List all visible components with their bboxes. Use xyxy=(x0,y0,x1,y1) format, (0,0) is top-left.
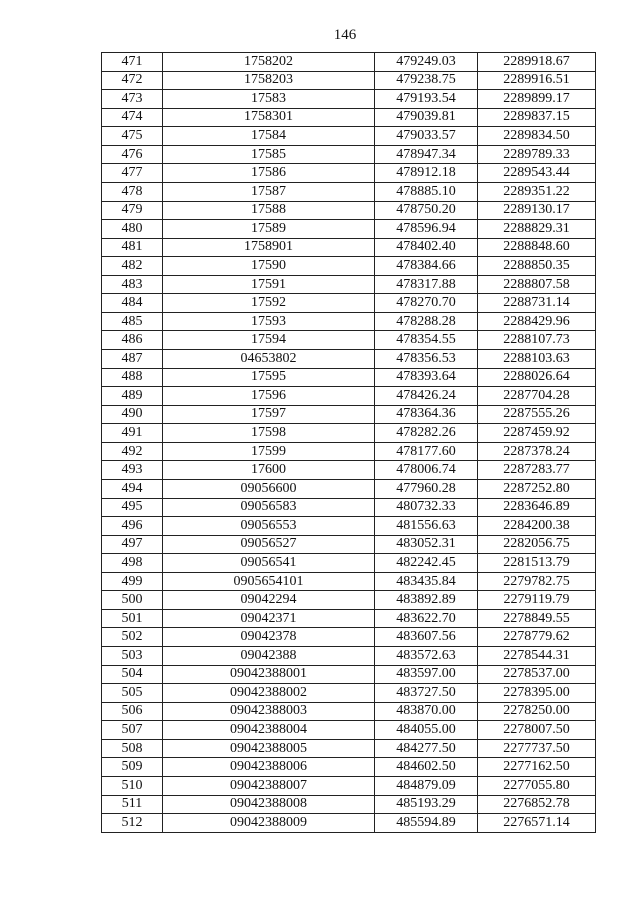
row-number-cell: 506 xyxy=(102,702,163,721)
coordinate-y-cell: 2288107.73 xyxy=(478,331,596,350)
page-number: 146 xyxy=(333,27,357,43)
coordinate-x-cell: 478947.34 xyxy=(375,145,478,164)
coordinate-y-cell: 2287378.24 xyxy=(478,442,596,461)
coordinate-y-cell: 2288829.31 xyxy=(478,220,596,239)
coordinate-y-cell: 2276852.78 xyxy=(478,795,596,814)
table-row xyxy=(102,498,596,517)
coordinate-x-cell: 483727.50 xyxy=(375,684,478,703)
table-body xyxy=(102,53,596,833)
coordinate-x-cell: 478384.66 xyxy=(375,257,478,276)
code-cell: 17596 xyxy=(163,387,375,406)
row-number-cell: 477 xyxy=(102,164,163,183)
coordinate-y-cell: 2279782.75 xyxy=(478,572,596,591)
code-cell: 17589 xyxy=(163,220,375,239)
coordinate-y-cell: 2278544.31 xyxy=(478,647,596,666)
code-cell: 09056600 xyxy=(163,479,375,498)
coordinate-x-cell: 483622.70 xyxy=(375,609,478,628)
coordinate-y-cell: 2288848.60 xyxy=(478,238,596,257)
row-number-cell: 484 xyxy=(102,294,163,313)
code-cell: 17594 xyxy=(163,331,375,350)
table-row xyxy=(102,275,596,294)
coordinate-x-cell: 481556.63 xyxy=(375,517,478,536)
table-row xyxy=(102,554,596,573)
table-row xyxy=(102,182,596,201)
code-cell: 17598 xyxy=(163,424,375,443)
coordinate-y-cell: 2287704.28 xyxy=(478,387,596,406)
coordinate-x-cell: 479238.75 xyxy=(375,71,478,90)
coordinate-y-cell: 2278395.00 xyxy=(478,684,596,703)
row-number-cell: 473 xyxy=(102,90,163,109)
table-row xyxy=(102,758,596,777)
row-number-cell: 492 xyxy=(102,442,163,461)
code-cell: 09042388006 xyxy=(163,758,375,777)
coordinate-y-cell: 2284200.38 xyxy=(478,517,596,536)
code-cell: 17590 xyxy=(163,257,375,276)
coordinate-x-cell: 478364.36 xyxy=(375,405,478,424)
table-row xyxy=(102,220,596,239)
code-cell: 09056527 xyxy=(163,535,375,554)
coordinate-x-cell: 483892.89 xyxy=(375,591,478,610)
coordinate-x-cell: 483607.56 xyxy=(375,628,478,647)
coordinate-x-cell: 479193.54 xyxy=(375,90,478,109)
table-row xyxy=(102,350,596,369)
row-number-cell: 472 xyxy=(102,71,163,90)
row-number-cell: 476 xyxy=(102,145,163,164)
row-number-cell: 478 xyxy=(102,182,163,201)
table-row xyxy=(102,331,596,350)
coordinate-x-cell: 484277.50 xyxy=(375,739,478,758)
coordinate-x-cell: 484879.09 xyxy=(375,776,478,795)
table-row xyxy=(102,739,596,758)
code-cell: 09042388001 xyxy=(163,665,375,684)
row-number-cell: 498 xyxy=(102,554,163,573)
row-number-cell: 490 xyxy=(102,405,163,424)
code-cell: 17599 xyxy=(163,442,375,461)
coordinate-y-cell: 2287459.92 xyxy=(478,424,596,443)
row-number-cell: 487 xyxy=(102,350,163,369)
table-row xyxy=(102,721,596,740)
table-row xyxy=(102,53,596,72)
row-number-cell: 488 xyxy=(102,368,163,387)
coordinate-x-cell: 483597.00 xyxy=(375,665,478,684)
code-cell: 17595 xyxy=(163,368,375,387)
coordinate-y-cell: 2289543.44 xyxy=(478,164,596,183)
coordinate-x-cell: 478288.28 xyxy=(375,312,478,331)
code-cell: 09042378 xyxy=(163,628,375,647)
coordinate-y-cell: 2289837.15 xyxy=(478,108,596,127)
row-number-cell: 507 xyxy=(102,721,163,740)
row-number-cell: 508 xyxy=(102,739,163,758)
table-row xyxy=(102,387,596,406)
code-cell: 17597 xyxy=(163,405,375,424)
code-cell: 17588 xyxy=(163,201,375,220)
table-row xyxy=(102,647,596,666)
code-cell: 09042388007 xyxy=(163,776,375,795)
row-number-cell: 499 xyxy=(102,572,163,591)
table-row xyxy=(102,702,596,721)
coordinate-x-cell: 478596.94 xyxy=(375,220,478,239)
table-row xyxy=(102,814,596,833)
coordinate-x-cell: 478354.55 xyxy=(375,331,478,350)
coordinate-y-cell: 2289916.51 xyxy=(478,71,596,90)
code-cell: 17593 xyxy=(163,312,375,331)
coordinate-y-cell: 2282056.75 xyxy=(478,535,596,554)
table-row xyxy=(102,535,596,554)
table-row xyxy=(102,90,596,109)
coordinate-y-cell: 2283646.89 xyxy=(478,498,596,517)
coordinate-y-cell: 2287252.80 xyxy=(478,479,596,498)
coordinate-y-cell: 2289351.22 xyxy=(478,182,596,201)
table-row xyxy=(102,628,596,647)
coordinate-x-cell: 479249.03 xyxy=(375,53,478,72)
code-cell: 04653802 xyxy=(163,350,375,369)
coordinate-y-cell: 2287555.26 xyxy=(478,405,596,424)
row-number-cell: 481 xyxy=(102,238,163,257)
row-number-cell: 495 xyxy=(102,498,163,517)
coordinate-x-cell: 483435.84 xyxy=(375,572,478,591)
row-number-cell: 482 xyxy=(102,257,163,276)
code-cell: 09056541 xyxy=(163,554,375,573)
row-number-cell: 494 xyxy=(102,479,163,498)
coordinate-y-cell: 2288731.14 xyxy=(478,294,596,313)
table-row xyxy=(102,164,596,183)
coordinate-x-cell: 478402.40 xyxy=(375,238,478,257)
row-number-cell: 510 xyxy=(102,776,163,795)
data-table xyxy=(101,52,596,833)
code-cell: 09042388008 xyxy=(163,795,375,814)
row-number-cell: 493 xyxy=(102,461,163,480)
coordinate-y-cell: 2289130.17 xyxy=(478,201,596,220)
coordinate-y-cell: 2288429.96 xyxy=(478,312,596,331)
coordinate-x-cell: 478317.88 xyxy=(375,275,478,294)
table-row xyxy=(102,461,596,480)
coordinate-x-cell: 478912.18 xyxy=(375,164,478,183)
coordinate-x-cell: 478282.26 xyxy=(375,424,478,443)
code-cell: 17586 xyxy=(163,164,375,183)
row-number-cell: 486 xyxy=(102,331,163,350)
table-row xyxy=(102,127,596,146)
coordinate-x-cell: 483870.00 xyxy=(375,702,478,721)
coordinate-x-cell: 485193.29 xyxy=(375,795,478,814)
code-cell: 09042388009 xyxy=(163,814,375,833)
code-cell: 09042388002 xyxy=(163,684,375,703)
coordinate-y-cell: 2276571.14 xyxy=(478,814,596,833)
row-number-cell: 480 xyxy=(102,220,163,239)
coordinate-y-cell: 2289899.17 xyxy=(478,90,596,109)
coordinate-y-cell: 2278250.00 xyxy=(478,702,596,721)
code-cell: 09042388005 xyxy=(163,739,375,758)
code-cell: 1758901 xyxy=(163,238,375,257)
coordinate-y-cell: 2287283.77 xyxy=(478,461,596,480)
code-cell: 09042371 xyxy=(163,609,375,628)
coordinate-x-cell: 478885.10 xyxy=(375,182,478,201)
code-cell: 0905654101 xyxy=(163,572,375,591)
table-row xyxy=(102,257,596,276)
coordinate-x-cell: 483572.63 xyxy=(375,647,478,666)
coordinate-y-cell: 2288850.35 xyxy=(478,257,596,276)
table-row xyxy=(102,312,596,331)
coordinate-x-cell: 478177.60 xyxy=(375,442,478,461)
row-number-cell: 497 xyxy=(102,535,163,554)
table-row xyxy=(102,424,596,443)
row-number-cell: 479 xyxy=(102,201,163,220)
coordinate-x-cell: 480732.33 xyxy=(375,498,478,517)
coordinate-y-cell: 2278779.62 xyxy=(478,628,596,647)
coordinate-y-cell: 2278007.50 xyxy=(478,721,596,740)
table-row xyxy=(102,145,596,164)
coordinate-x-cell: 478393.64 xyxy=(375,368,478,387)
coordinate-x-cell: 478356.53 xyxy=(375,350,478,369)
code-cell: 1758203 xyxy=(163,71,375,90)
coordinate-x-cell: 479033.57 xyxy=(375,127,478,146)
coordinate-x-cell: 478270.70 xyxy=(375,294,478,313)
coordinate-y-cell: 2278537.00 xyxy=(478,665,596,684)
code-cell: 09042388004 xyxy=(163,721,375,740)
coordinate-y-cell: 2288026.64 xyxy=(478,368,596,387)
row-number-cell: 509 xyxy=(102,758,163,777)
row-number-cell: 489 xyxy=(102,387,163,406)
code-cell: 09042294 xyxy=(163,591,375,610)
table-row xyxy=(102,238,596,257)
row-number-cell: 511 xyxy=(102,795,163,814)
code-cell: 17591 xyxy=(163,275,375,294)
coordinate-x-cell: 477960.28 xyxy=(375,479,478,498)
row-number-cell: 483 xyxy=(102,275,163,294)
coordinate-y-cell: 2277162.50 xyxy=(478,758,596,777)
code-cell: 17584 xyxy=(163,127,375,146)
code-cell: 17583 xyxy=(163,90,375,109)
row-number-cell: 474 xyxy=(102,108,163,127)
coordinate-x-cell: 484055.00 xyxy=(375,721,478,740)
table-row xyxy=(102,776,596,795)
code-cell: 1758202 xyxy=(163,53,375,72)
code-cell: 17600 xyxy=(163,461,375,480)
table-row xyxy=(102,108,596,127)
code-cell: 09042388003 xyxy=(163,702,375,721)
coordinate-y-cell: 2288103.63 xyxy=(478,350,596,369)
code-cell: 09056553 xyxy=(163,517,375,536)
coordinate-x-cell: 478750.20 xyxy=(375,201,478,220)
table-row xyxy=(102,591,596,610)
coordinate-x-cell: 478426.24 xyxy=(375,387,478,406)
code-cell: 1758301 xyxy=(163,108,375,127)
row-number-cell: 485 xyxy=(102,312,163,331)
coordinate-x-cell: 484602.50 xyxy=(375,758,478,777)
row-number-cell: 500 xyxy=(102,591,163,610)
coordinate-y-cell: 2279119.79 xyxy=(478,591,596,610)
row-number-cell: 502 xyxy=(102,628,163,647)
table-row xyxy=(102,71,596,90)
table-row xyxy=(102,684,596,703)
coordinate-y-cell: 2288807.58 xyxy=(478,275,596,294)
table-row xyxy=(102,368,596,387)
row-number-cell: 512 xyxy=(102,814,163,833)
coordinate-y-cell: 2278849.55 xyxy=(478,609,596,628)
coordinate-x-cell: 482242.45 xyxy=(375,554,478,573)
code-cell: 17587 xyxy=(163,182,375,201)
table-row xyxy=(102,572,596,591)
table-row xyxy=(102,609,596,628)
table-row xyxy=(102,294,596,313)
row-number-cell: 505 xyxy=(102,684,163,703)
code-cell: 09042388 xyxy=(163,647,375,666)
row-number-cell: 496 xyxy=(102,517,163,536)
data-table-container xyxy=(101,52,595,833)
table-row xyxy=(102,517,596,536)
coordinate-y-cell: 2281513.79 xyxy=(478,554,596,573)
coordinate-y-cell: 2277737.50 xyxy=(478,739,596,758)
code-cell: 17585 xyxy=(163,145,375,164)
table-row xyxy=(102,479,596,498)
table-row xyxy=(102,405,596,424)
coordinate-x-cell: 478006.74 xyxy=(375,461,478,480)
table-row xyxy=(102,442,596,461)
row-number-cell: 491 xyxy=(102,424,163,443)
coordinate-y-cell: 2289918.67 xyxy=(478,53,596,72)
code-cell: 17592 xyxy=(163,294,375,313)
row-number-cell: 501 xyxy=(102,609,163,628)
table-row xyxy=(102,201,596,220)
table-row xyxy=(102,665,596,684)
coordinate-x-cell: 479039.81 xyxy=(375,108,478,127)
coordinate-x-cell: 483052.31 xyxy=(375,535,478,554)
coordinate-y-cell: 2289789.33 xyxy=(478,145,596,164)
table-row xyxy=(102,795,596,814)
row-number-cell: 503 xyxy=(102,647,163,666)
row-number-cell: 471 xyxy=(102,53,163,72)
coordinate-y-cell: 2289834.50 xyxy=(478,127,596,146)
coordinate-y-cell: 2277055.80 xyxy=(478,776,596,795)
code-cell: 09056583 xyxy=(163,498,375,517)
row-number-cell: 475 xyxy=(102,127,163,146)
coordinate-x-cell: 485594.89 xyxy=(375,814,478,833)
row-number-cell: 504 xyxy=(102,665,163,684)
